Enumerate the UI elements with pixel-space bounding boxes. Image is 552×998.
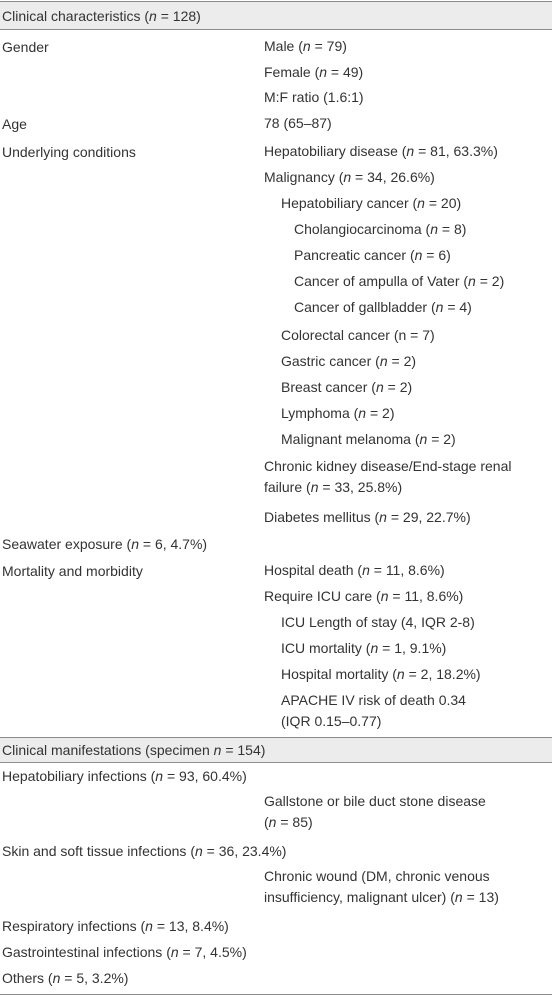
table-row [0,268,552,293]
row-label: Seawater exposure (n = 6, 4.7%) [2,536,208,552]
row-value: Breast cancer (n = 2) [281,379,413,395]
table-row [0,86,552,111]
row-value: Female (n = 49) [264,64,364,80]
row-value: ICU Length of stay (4, IQR 2-8) [281,614,475,630]
table-row [0,611,552,636]
row-label: Mortality and morbidity [2,563,143,579]
row-value: Require ICU care (n = 11, 8.6%) [264,588,464,604]
table-row [0,967,552,995]
table-row [0,112,552,137]
row-value: 78 (65–87) [264,115,332,131]
table-row [0,348,552,373]
row-value: Cholangiocarcinoma (n = 8) [294,221,467,237]
row-value: Lymphoma (n = 2) [281,405,395,421]
row-value: Colorectal cancer (n = 7) [281,327,435,343]
table-row [0,915,552,940]
table-row [0,216,552,241]
table-row [0,840,552,865]
row-value: Gastric cancer (n = 2) [281,353,417,369]
table-row [0,865,552,913]
table-row [0,941,552,966]
table-row [0,790,552,838]
row-value: Hepatobiliary cancer (n = 20) [281,195,462,211]
row-value: Male (n = 79) [264,38,347,54]
row-label: Hepatobiliary infections (n = 93, 60.4%) [2,768,247,784]
table-header-cell: Clinical characteristics (n = 128) [2,8,201,24]
row-value: M:F ratio (1.6:1) [264,89,364,105]
table-row [0,532,552,557]
row-label: Others (n = 5, 3.2%) [2,970,129,986]
table-row [0,663,552,688]
row-value: Diabetes mellitus (n = 29, 22.7%) [264,509,471,525]
table-row [0,559,552,584]
row-value: Chronic kidney disease/End-stage renal failure (n = 33, 25.8%) [264,458,512,495]
table-row [0,637,552,662]
table-row [0,61,552,86]
table-row [0,454,552,502]
table-row [0,294,552,319]
row-label: Skin and soft tissue infections (n = 36, 23.4%) [2,843,287,859]
table-row [0,164,552,189]
table-row [0,765,552,790]
table-header-row [0,1,552,30]
table-section-row [0,737,552,763]
table-row [0,585,552,610]
row-label: Age [2,116,27,132]
row-label: Gastrointestinal infections (n = 7, 4.5%) [2,944,247,960]
row-label: Gender [2,39,49,55]
table-row [0,190,552,215]
table-row [0,400,552,425]
row-value: Cancer of gallbladder (n = 4) [294,299,472,315]
table-row [0,374,552,399]
row-value: Hospital mortality (n = 2, 18.2%) [281,666,481,682]
row-value: Pancreatic cancer (n = 6) [294,247,451,263]
row-value: Malignancy (n = 34, 26.6%) [264,169,435,185]
table-row [0,242,552,267]
row-value: Chronic wound (DM, chronic venous insufficiency, malignant ulcer) (n = 13) [264,868,499,905]
table-row [0,689,552,737]
table-row [0,322,552,347]
section-label: Clinical manifestations (specimen n = 154) [2,742,266,758]
table-row [0,35,552,60]
row-value: Cancer of ampulla of Vater (n = 2) [294,273,505,289]
row-value: Hepatobiliary disease (n = 81, 63.3%) [264,143,498,159]
row-value: Hospital death (n = 11, 8.6%) [264,562,445,578]
row-value: Gallstone or bile duct stone disease (n = 85) [264,793,486,830]
row-value: Malignant melanoma (n = 2) [281,431,456,447]
table-row [0,504,552,530]
row-label: Respiratory infections (n = 13, 8.4%) [2,918,229,934]
row-label: Underlying conditions [2,144,136,160]
table-row [0,138,552,163]
row-value: APACHE IV risk of death 0.34 (IQR 0.15–0.77) [281,692,466,729]
table-row [0,426,552,451]
row-value: ICU mortality (n = 1, 9.1%) [281,640,447,656]
